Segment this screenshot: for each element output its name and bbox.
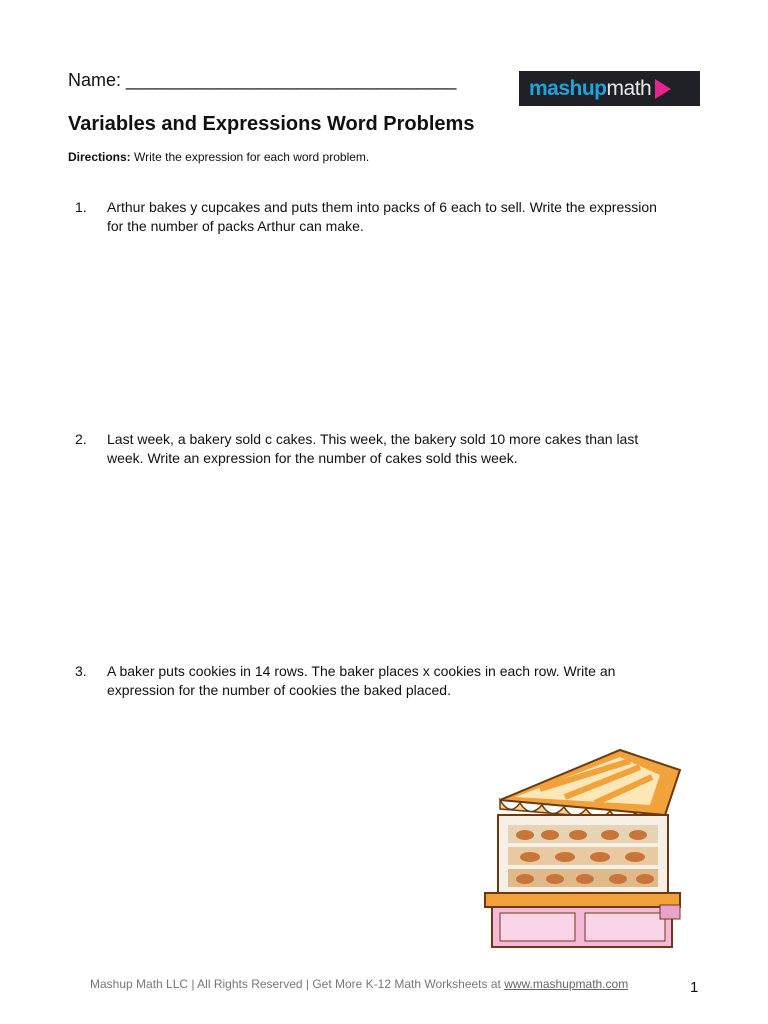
bakery-stall-icon (470, 705, 715, 960)
footer (90, 977, 628, 991)
problem-number: 1. (75, 199, 87, 215)
problem-number: 3. (75, 663, 87, 679)
logo-part-mashup: mashup (529, 76, 607, 100)
directions-text: Write the expression for each word problem. (130, 150, 370, 164)
name-field-label: Name: _________________________________ (68, 70, 457, 90)
problem-text: A baker puts cookies in 14 rows. The baker places x cookies in each row. Write an expression for the number of cookies the baked placed. (107, 663, 616, 698)
footer-text: Mashup Math LLC | All Rights Reserved | Get More K-12 Math Worksheets at (90, 977, 505, 991)
problem-2 (68, 430, 668, 468)
logo-wordmark (529, 77, 651, 101)
problem-1 (68, 198, 668, 236)
problem-3 (68, 662, 668, 700)
directions-label: Directions: (68, 150, 131, 164)
page-title: Variables and Expressions Word Problems (68, 113, 475, 135)
problem-text: Arthur bakes y cupcakes and puts them into packs of 6 each to sell. Write the expression for the number of packs Arthur can make. (107, 199, 657, 234)
problem-number: 2. (75, 431, 87, 447)
footer-link[interactable]: www.mashupmath.com (504, 977, 629, 991)
page-number: 1 (690, 979, 699, 996)
directions (68, 150, 369, 164)
mashupmath-logo (519, 71, 700, 106)
logo-part-math: math (606, 76, 652, 100)
problem-text: Last week, a bakery sold c cakes. This week, the bakery sold 10 more cakes than last week. Write an expression for the number of cakes sold this week. (107, 431, 639, 466)
play-triangle-icon (655, 79, 671, 99)
